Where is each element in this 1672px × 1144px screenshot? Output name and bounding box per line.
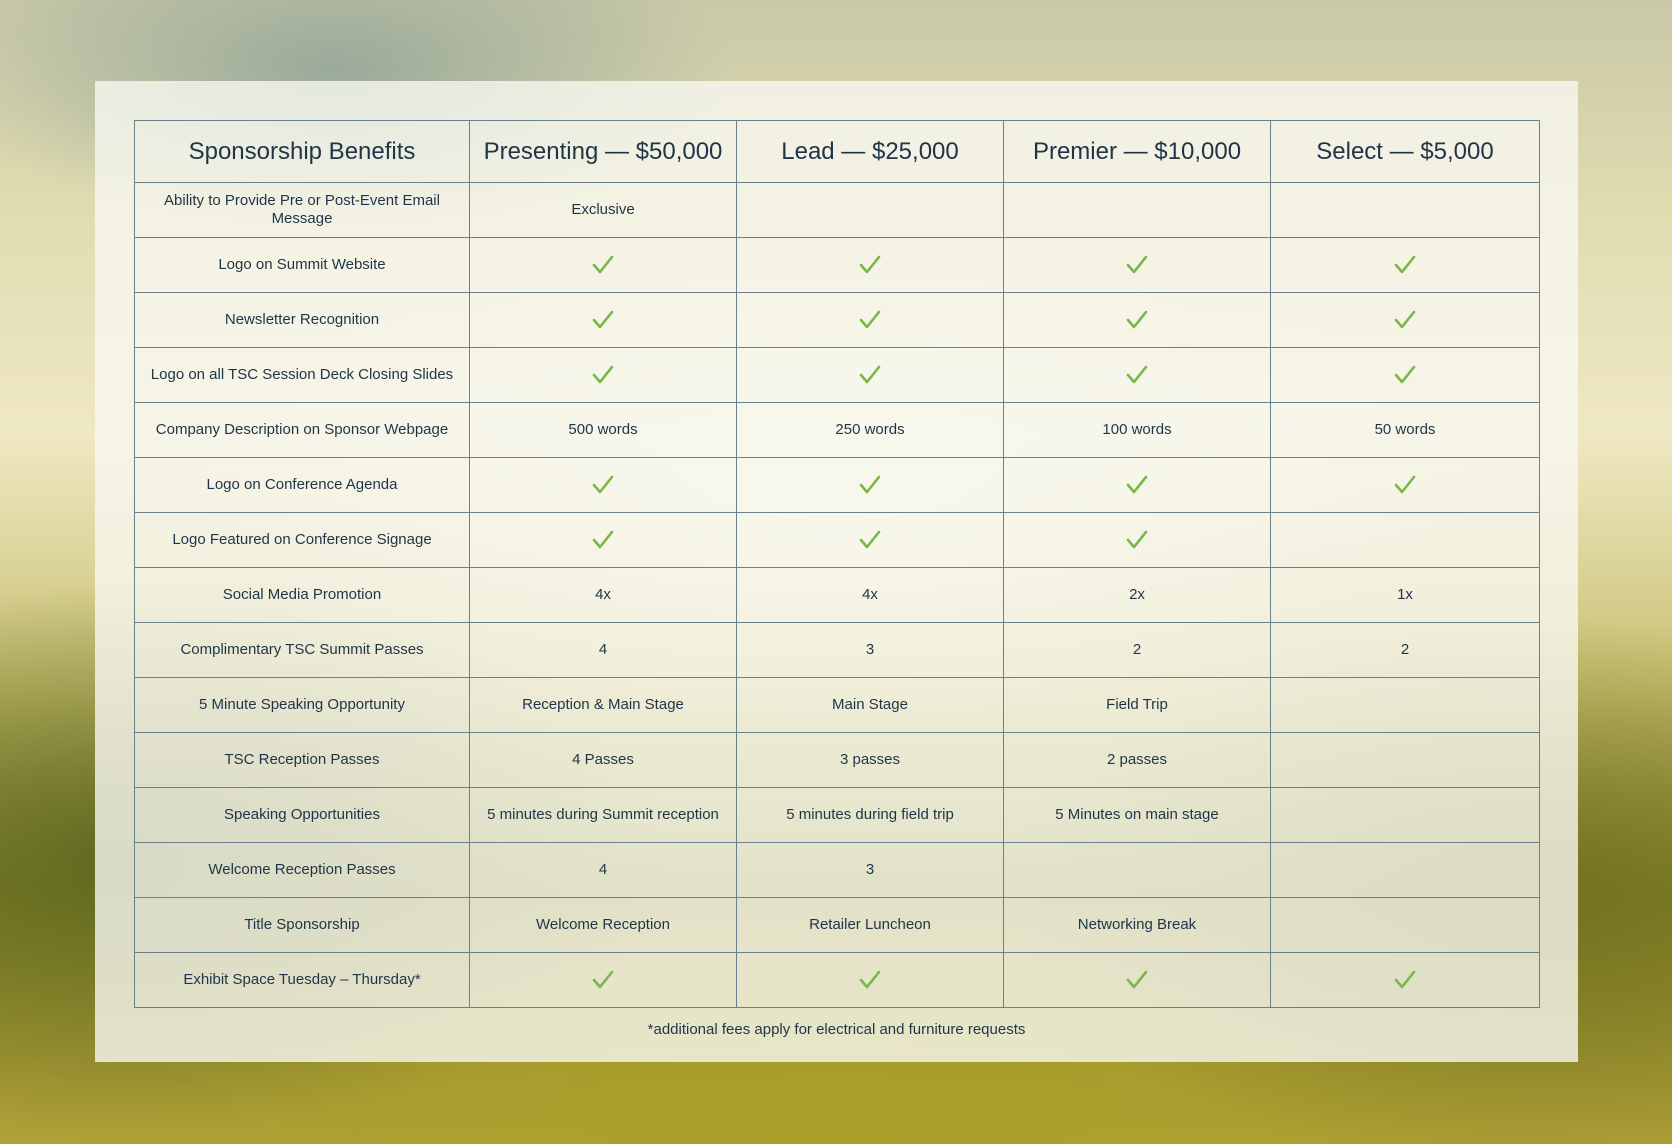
benefit-name-cell: 5 Minute Speaking Opportunity <box>135 678 470 733</box>
checkmark-icon <box>1394 970 1416 990</box>
checkmark-icon <box>1126 530 1148 550</box>
benefit-value-cell: Welcome Reception <box>470 898 737 953</box>
checkmark-icon <box>592 365 614 385</box>
benefit-value-cell: 4x <box>470 568 737 623</box>
benefit-value-cell: 1x <box>1271 568 1540 623</box>
benefit-value-cell <box>470 513 737 568</box>
benefit-value-cell <box>1271 348 1540 403</box>
benefit-value-cell <box>470 238 737 293</box>
benefit-value-cell <box>1271 843 1540 898</box>
table-row <box>135 953 1540 1008</box>
footnote: *additional fees apply for electrical and furniture requests <box>647 1021 1026 1038</box>
benefit-name-cell: Newsletter Recognition <box>135 293 470 348</box>
benefit-value-cell <box>470 953 737 1008</box>
header-select-tier: Select — $5,000 <box>1271 121 1540 183</box>
checkmark-icon <box>1126 255 1148 275</box>
checkmark-icon <box>859 365 881 385</box>
sponsorship-panel <box>95 81 1578 1062</box>
benefit-value-cell <box>1004 843 1271 898</box>
benefit-value-cell: 5 minutes during Summit reception <box>470 788 737 843</box>
benefit-name-cell: Welcome Reception Passes <box>135 843 470 898</box>
checkmark-icon <box>592 310 614 330</box>
benefit-value-cell <box>1271 183 1540 238</box>
benefit-value-cell <box>1271 513 1540 568</box>
header-lead-tier: Lead — $25,000 <box>737 121 1004 183</box>
benefit-name-cell: Title Sponsorship <box>135 898 470 953</box>
benefit-value-cell: Networking Break <box>1004 898 1271 953</box>
checkmark-icon <box>1126 365 1148 385</box>
table-row <box>135 458 1540 513</box>
benefit-value-cell <box>737 293 1004 348</box>
benefit-value-cell: 2 <box>1271 623 1540 678</box>
table-row <box>135 238 1540 293</box>
checkmark-icon <box>592 255 614 275</box>
benefit-value-cell <box>1271 733 1540 788</box>
benefit-value-cell <box>470 348 737 403</box>
table-header-row <box>135 121 1540 183</box>
header-sponsorship-benefits: Sponsorship Benefits <box>135 121 470 183</box>
table-row <box>135 843 1540 898</box>
checkmark-icon <box>1394 255 1416 275</box>
benefit-value-cell: 2x <box>1004 568 1271 623</box>
checkmark-icon <box>859 255 881 275</box>
benefit-value-cell <box>1004 513 1271 568</box>
benefit-value-cell <box>1271 458 1540 513</box>
benefit-value-cell <box>1004 238 1271 293</box>
benefit-value-cell: 50 words <box>1271 403 1540 458</box>
table-row <box>135 513 1540 568</box>
benefit-value-cell <box>470 293 737 348</box>
benefit-value-cell: 3 <box>737 843 1004 898</box>
benefit-value-cell <box>737 458 1004 513</box>
table-row <box>135 733 1540 788</box>
benefit-value-cell: 4 Passes <box>470 733 737 788</box>
benefit-name-cell: Logo on Conference Agenda <box>135 458 470 513</box>
benefit-value-cell <box>737 953 1004 1008</box>
benefit-name-cell: Logo on all TSC Session Deck Closing Slides <box>135 348 470 403</box>
benefit-value-cell: 4 <box>470 843 737 898</box>
benefit-value-cell: 3 passes <box>737 733 1004 788</box>
table-row <box>135 568 1540 623</box>
benefit-value-cell <box>737 183 1004 238</box>
benefit-value-cell: 250 words <box>737 403 1004 458</box>
benefit-value-cell <box>1004 293 1271 348</box>
benefit-value-cell <box>470 458 737 513</box>
benefit-value-cell <box>1004 953 1271 1008</box>
table-row <box>135 678 1540 733</box>
checkmark-icon <box>1126 970 1148 990</box>
benefit-value-cell <box>1271 238 1540 293</box>
checkmark-icon <box>859 530 881 550</box>
benefit-name-cell: Company Description on Sponsor Webpage <box>135 403 470 458</box>
benefit-value-cell <box>1271 788 1540 843</box>
benefit-name-cell: Social Media Promotion <box>135 568 470 623</box>
benefit-name-cell: Logo Featured on Conference Signage <box>135 513 470 568</box>
table-row <box>135 788 1540 843</box>
benefit-value-cell: Main Stage <box>737 678 1004 733</box>
benefit-name-cell: Ability to Provide Pre or Post-Event Email Message <box>135 183 470 238</box>
benefit-value-cell: 4 <box>470 623 737 678</box>
checkmark-icon <box>592 475 614 495</box>
benefit-name-cell: Complimentary TSC Summit Passes <box>135 623 470 678</box>
checkmark-icon <box>592 530 614 550</box>
header-presenting-tier: Presenting — $50,000 <box>470 121 737 183</box>
benefit-value-cell: 5 Minutes on main stage <box>1004 788 1271 843</box>
table-row <box>135 403 1540 458</box>
checkmark-icon <box>1126 310 1148 330</box>
checkmark-icon <box>1394 365 1416 385</box>
checkmark-icon <box>1126 475 1148 495</box>
benefit-value-cell: 100 words <box>1004 403 1271 458</box>
benefit-value-cell: 5 minutes during field trip <box>737 788 1004 843</box>
checkmark-icon <box>1394 475 1416 495</box>
table-row <box>135 348 1540 403</box>
benefit-value-cell: 500 words <box>470 403 737 458</box>
table-row <box>135 898 1540 953</box>
benefit-value-cell: 3 <box>737 623 1004 678</box>
sponsorship-benefits-table <box>134 120 1540 1008</box>
benefit-value-cell <box>737 348 1004 403</box>
benefit-value-cell <box>737 238 1004 293</box>
benefit-name-cell: TSC Reception Passes <box>135 733 470 788</box>
benefit-value-cell: Reception & Main Stage <box>470 678 737 733</box>
checkmark-icon <box>859 475 881 495</box>
checkmark-icon <box>592 970 614 990</box>
benefit-value-cell <box>1004 458 1271 513</box>
table-row <box>135 293 1540 348</box>
benefit-value-cell <box>1004 348 1271 403</box>
benefit-value-cell: 2 <box>1004 623 1271 678</box>
benefit-value-cell: Retailer Luncheon <box>737 898 1004 953</box>
benefit-value-cell <box>1004 183 1271 238</box>
benefit-value-cell <box>1271 678 1540 733</box>
checkmark-icon <box>1394 310 1416 330</box>
benefit-value-cell <box>737 513 1004 568</box>
benefit-name-cell: Logo on Summit Website <box>135 238 470 293</box>
benefit-value-cell: Field Trip <box>1004 678 1271 733</box>
benefit-value-cell <box>1271 293 1540 348</box>
table-row <box>135 623 1540 678</box>
benefit-value-cell <box>1271 898 1540 953</box>
header-premier-tier: Premier — $10,000 <box>1004 121 1271 183</box>
benefit-value-cell <box>1271 953 1540 1008</box>
benefit-value-cell: 4x <box>737 568 1004 623</box>
benefit-name-cell: Exhibit Space Tuesday – Thursday* <box>135 953 470 1008</box>
benefit-value-cell: 2 passes <box>1004 733 1271 788</box>
checkmark-icon <box>859 970 881 990</box>
table-row <box>135 183 1540 238</box>
benefit-name-cell: Speaking Opportunities <box>135 788 470 843</box>
checkmark-icon <box>859 310 881 330</box>
benefit-value-cell: Exclusive <box>470 183 737 238</box>
